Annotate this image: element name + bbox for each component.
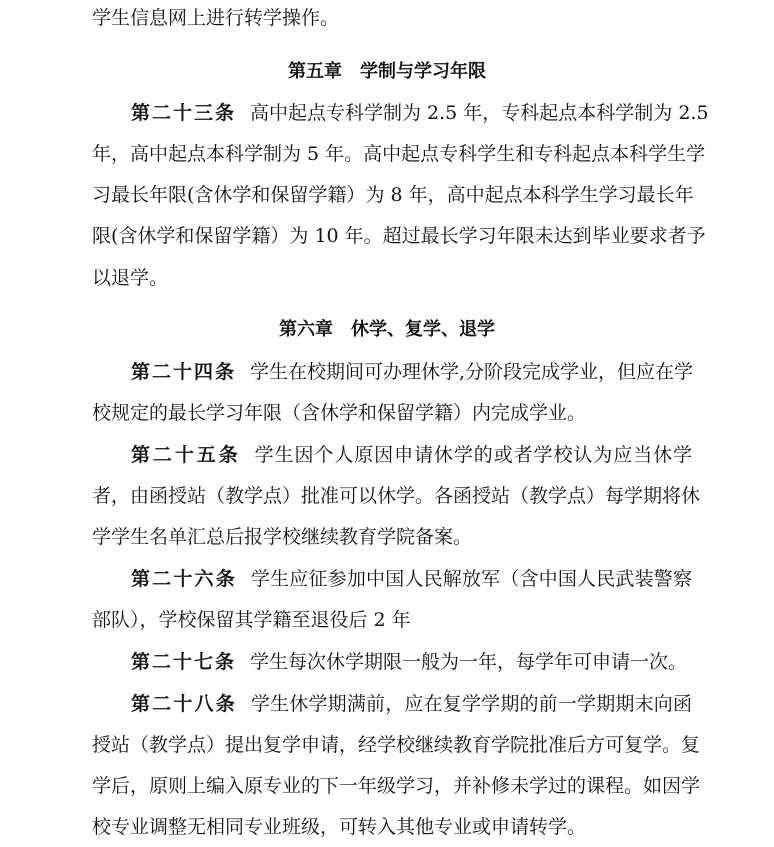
article-27-text-1: 学生每次休学期限一般为一年，每学年可申请一次。 (250, 651, 688, 673)
article-25-text-1: 学生因个人原因申请休学的或者学校认为应当休学 (254, 444, 692, 466)
article-26-line-2: 部队），学校保留其学籍至退役后 2 年 (92, 609, 411, 631)
article-28-line-3: 学后，原则上编入原专业的下一年级学习，并补修未学过的课程。如因学 (92, 775, 701, 797)
article-26-line-1 (131, 567, 692, 591)
article-24-text-1: 学生在校期间可办理休学,分阶段完成学业，但应在学 (250, 361, 694, 383)
article-23-line-4: 限(含休学和保留学籍）为 10 年。超过最长学习年限未达到毕业要求者予 (92, 225, 706, 247)
article-25-line-2: 者，由函授站（教学点）批准可以休学。各函授站（教学点）每学期将休 (92, 485, 701, 507)
article-28-label: 第二十八条 (131, 693, 237, 715)
intro-line: 学生信息网上进行转学操作。 (92, 7, 340, 29)
article-24-line-2: 校规定的最长学习年限（含休学和保留学籍）内完成学业。 (92, 402, 587, 424)
article-25-label: 第二十五条 (131, 444, 241, 466)
article-25-line-1 (131, 443, 692, 467)
article-23-line-3: 习最长年限(含休学和保留学籍）为 8 年，高中起点本科学生学习最长年 (92, 184, 694, 206)
article-25-line-3: 学学生名单汇总后报学校继续教育学院备案。 (92, 526, 473, 548)
article-24-label: 第二十四条 (131, 361, 237, 383)
article-26-label: 第二十六条 (131, 568, 237, 590)
article-24-line-1 (131, 360, 692, 384)
article-27-line-1 (131, 650, 692, 674)
article-28-line-2: 授站（教学点）提出复学申请，经学校继续教育学院批准后方可复学。复 (92, 734, 701, 756)
article-23-line-5: 以退学。 (92, 267, 169, 289)
article-27-label: 第二十七条 (131, 651, 237, 673)
article-23-label: 第二十三条 (131, 102, 237, 124)
chapter-6-heading: 第六章 休学、复学、退学 (279, 319, 495, 340)
article-23-line-2: 年，高中起点本科学制为 5 年。高中起点专科学生和专科起点本科学生学 (92, 143, 706, 165)
article-26-text-1: 学生应征参加中国人民解放军（含中国人民武装警察 (250, 568, 692, 590)
article-23-line-1 (131, 101, 709, 125)
article-23-text-1: 高中起点专科学制为 2.5 年，专科起点本科学制为 2.5 (250, 102, 709, 124)
article-28-line-4: 校专业调整无相同专业班级，可转入其他专业或申请转学。 (92, 816, 587, 838)
article-28-line-1 (131, 692, 692, 716)
article-28-text-1: 学生休学期满前，应在复学学期的前一学期期末向函 (250, 693, 692, 715)
chapter-5-heading: 第五章 学制与学习年限 (288, 61, 486, 82)
